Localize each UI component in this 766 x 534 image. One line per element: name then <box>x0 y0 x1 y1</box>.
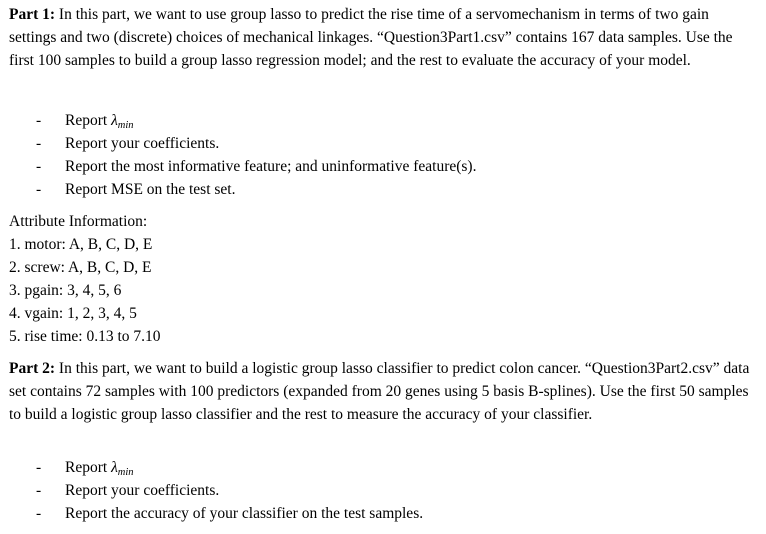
bullet-text: Report your coefficients. <box>65 135 220 152</box>
part2-intro: In this part, we want to build a logistic group lasso classifier to predict colon cancer. “Question3Part2.csv” data set contains 72 samples with 100 predictors (expanded from 20 genes using 5 basis B-splines). Use the first 50 samples to build a logistic group lasso classifier and the rest to measure the accuracy of your classifier. <box>9 360 750 423</box>
lambda-symbol: λ <box>111 112 118 129</box>
attribute-item: 2. screw: A, B, C, D, E <box>9 259 152 276</box>
lambda-symbol: λ <box>111 459 118 476</box>
list-item <box>9 502 759 525</box>
list-item <box>9 155 759 178</box>
part1-bullet-list <box>9 109 759 201</box>
attribute-item: 5. rise time: 0.13 to 7.10 <box>9 328 161 345</box>
bullet-dash: - <box>36 181 42 198</box>
part1-label: Part 1: <box>9 6 56 23</box>
bullet-text: Report MSE on the test set. <box>65 181 236 198</box>
attribute-information <box>9 210 759 348</box>
bullet-text: Report the most informative feature; and uninformative feature(s). <box>65 158 477 175</box>
bullet-text: Report the accuracy of your classifier on the test samples. <box>65 505 424 522</box>
attribute-item: 1. motor: A, B, C, D, E <box>9 236 153 253</box>
report-lambda-text: Report <box>65 112 112 129</box>
bullet-dash: - <box>36 459 42 476</box>
attribute-item: 3. pgain: 3, 4, 5, 6 <box>9 282 122 299</box>
bullet-dash: - <box>36 482 42 499</box>
bullet-dash: - <box>36 505 42 522</box>
list-item <box>9 178 759 201</box>
list-item <box>9 456 759 479</box>
bullet-text: Report your coefficients. <box>65 482 220 499</box>
part2-paragraph <box>9 357 759 426</box>
part1-intro: In this part, we want to use group lasso to predict the rise time of a servomechanism in terms of two gain settings and two (discrete) choices of mechanical linkages. “Question3Part1.csv” contains 167 data samples. Use the first 100 samples to build a group lasso regression model; and the rest to evaluate the accuracy of your model. <box>9 6 733 69</box>
bullet-dash: - <box>36 158 42 175</box>
lambda-subscript: min <box>117 467 134 478</box>
lambda-subscript: min <box>117 120 134 131</box>
list-item <box>9 132 759 155</box>
bullet-dash: - <box>36 112 42 129</box>
list-item <box>9 109 759 132</box>
attribute-item: 4. vgain: 1, 2, 3, 4, 5 <box>9 305 137 322</box>
report-lambda-text: Report <box>65 459 112 476</box>
part2-label: Part 2: <box>9 360 56 377</box>
bullet-dash: - <box>36 135 42 152</box>
part2-bullet-list <box>9 456 759 525</box>
attribute-heading: Attribute Information: <box>9 213 148 230</box>
list-item <box>9 479 759 502</box>
part1-paragraph <box>9 3 759 72</box>
